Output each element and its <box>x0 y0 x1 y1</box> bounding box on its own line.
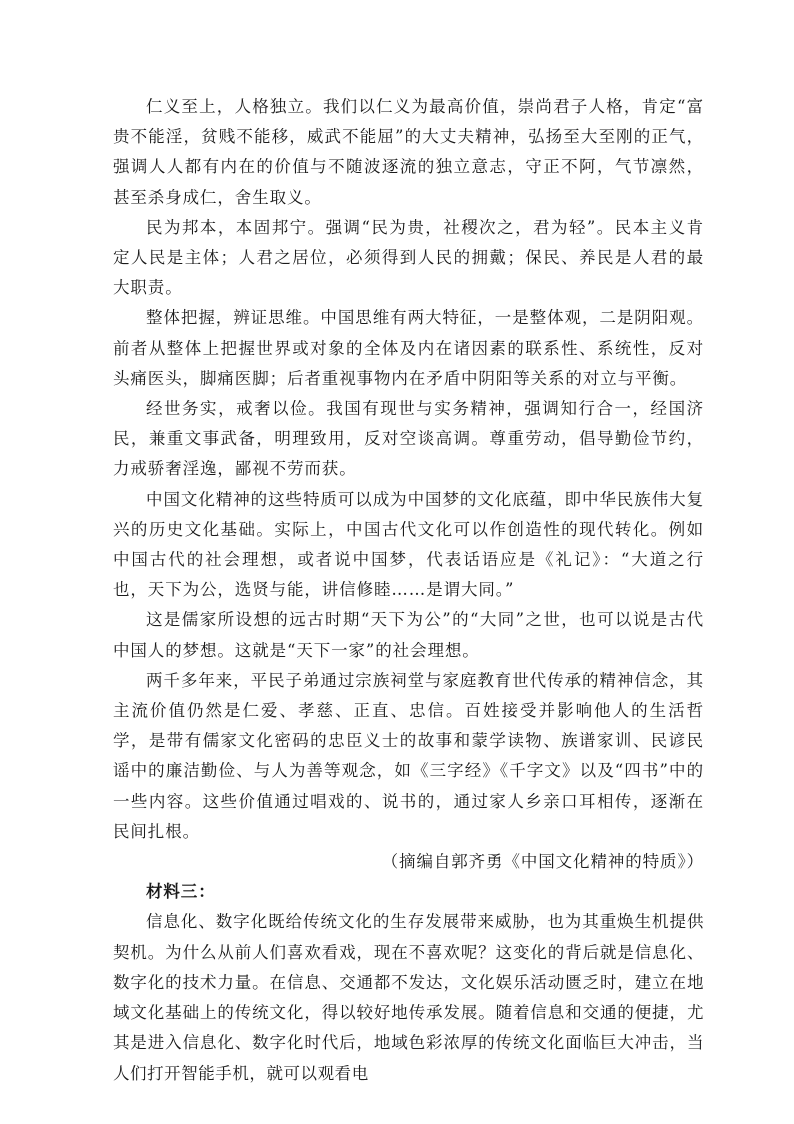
paragraph-datong: 这是儒家所设想的远古时期“天下为公”的“大同”之世，也可以说是古代中国人的梦想。这就是“天下一家”的社会理想。 <box>113 610 704 660</box>
paragraph-zhengti: 整体把握，辨证思维。中国思维有两大特征，一是整体观，二是阴阳观。前者从整体上把握世界或对象的全体及内在诸因素的联系性、系统性，反对头痛医头，脚痛医脚；后者重视事物内在矛盾中阴阳等关系的对立与平衡。 <box>113 308 704 388</box>
paragraph-renyi: 仁义至上，人格独立。我们以仁义为最高价值，崇尚君子人格，肯定“富贵不能淫，贫贱不能移，威武不能屈”的大丈夫精神，弘扬至大至刚的正气，强调人人都有内在的价值与不随波逐流的独立意志，守正不阿，气节凛然，甚至杀身成仁，舍生取义。 <box>113 97 704 207</box>
paragraph-zhongguomeng: 中国文化精神的这些特质可以成为中国梦的文化底蕴，即中华民族伟大复兴的历史文化基础。实际上，中国古代文化可以作创造性的现代转化。例如中国古代的社会理想，或者说中国梦，代表话语应是《礼记》：“大道之行也，天下为公，选贤与能，讲信修睦……是谓大同。” <box>113 489 704 600</box>
source-citation: （摘编自郭齐勇《中国文化精神的特质》） <box>381 852 704 872</box>
material-three-heading: 材料三： <box>146 882 216 902</box>
paragraph-material-three: 信息化、数字化既给传统文化的生存发展带来威胁，也为其重焕生机提供契机。为什么从前人们喜欢看戏，现在不喜欢呢？这变化的背后就是信息化、数字化的技术力量。在信息、交通都不发达，文化娱乐活动匮乏时，建立在地域文化基础上的传统文化，得以较好地传承发展。随着信息和交通的便捷，尤其是进入信息化、数字化时代后，地域色彩浓厚的传统文化面临巨大冲击，当人们打开智能手机，就可以观看电 <box>113 912 704 1083</box>
paragraph-liangqiannian: 两千多年来，平民子弟通过宗族祠堂与家庭教育世代传承的精神信念，其主流价值仍然是仁爱、孝慈、正直、忠信。百姓接受并影响他人的生活哲学，是带有儒家文化密码的忠臣义士的故事和蒙学读物、族谱家训、民谚民谣中的廉洁勤俭、与人为善等观念，如《三字经》《千字文》以及“四书”中的一些内容。这些价值通过唱戏的、说书的，通过家人乡亲口耳相传，逐渐在民间扎根。 <box>113 670 704 841</box>
paragraph-jingshi: 经世务实，戒奢以俭。我国有现世与实务精神，强调知行合一，经国济民，兼重文事武备，明理致用，反对空谈高调。尊重劳动，倡导勤俭节约，力戒骄奢淫逸，鄙视不劳而获。 <box>113 399 704 479</box>
paragraph-minben: 民为邦本，本固邦宁。强调“民为贵，社稷次之，君为轻”。民本主义肯定人民是主体；人君之居位，必须得到人民的拥戴；保民、养民是人君的最大职责。 <box>113 217 704 298</box>
